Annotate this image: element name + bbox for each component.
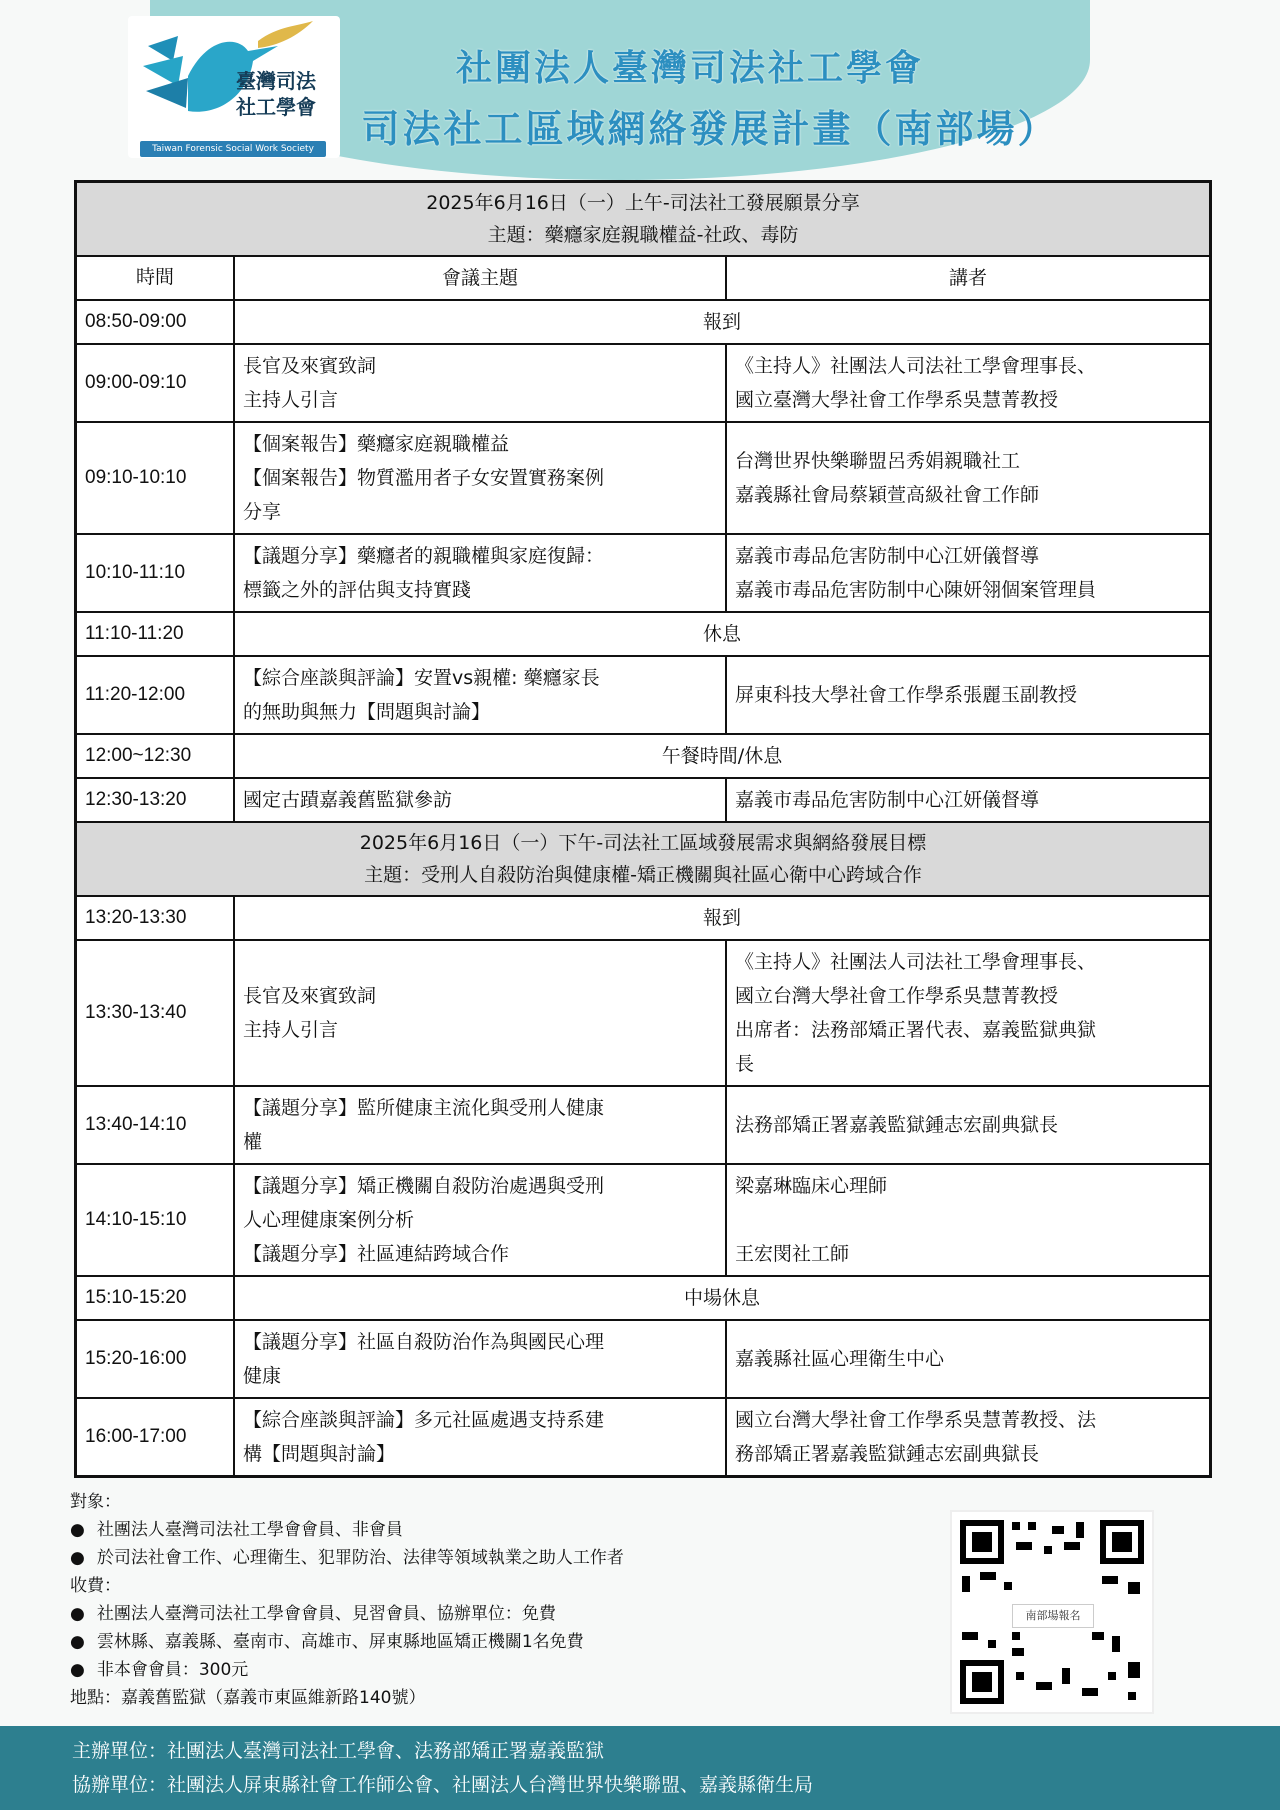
row-time: 13:40-14:10 [76,1086,235,1164]
schedule-row [76,422,1211,534]
row-topic [234,940,726,1086]
logo-english-name: Taiwan Forensic Social Work Society [140,141,326,157]
speaker-line: 《主持人》社團法人司法社工學會理事長、 [735,355,1097,377]
row-full-label: 休息 [234,612,1211,656]
row-speaker [726,344,1211,422]
topic-line: 國定古蹟嘉義舊監獄參訪 [243,789,453,811]
row-topic [234,344,726,422]
row-time: 08:50-09:00 [76,300,235,344]
row-speaker [726,1086,1211,1164]
event-info [70,1488,624,1712]
row-speaker [726,422,1211,534]
speaker-line: 國立台灣大學社會工作學系吳慧菁教授、法 [735,1409,1097,1431]
topic-line: 分享 [243,501,282,523]
schedule-row [76,344,1211,422]
speaker-line: 《主持人》社團法人司法社工學會理事長、 [735,951,1097,973]
speaker-line: 王宏閔社工師 [735,1243,850,1265]
topic-line: 【議題分享】監所健康主流化與受刑人健康 [243,1097,605,1119]
morning-section-header [76,182,1211,257]
organizer: 主辦單位：社團法人臺灣司法社工學會、法務部矯正署嘉義監獄 [72,1740,605,1762]
speaker-line: 國立台灣大學社會工作學系吳慧菁教授 [735,985,1059,1007]
schedule-row [76,1086,1211,1164]
column-header-speaker: 講者 [726,256,1211,300]
row-time: 12:30-13:20 [76,778,235,822]
fee-item: ● 非本會會員：300元 [70,1656,624,1684]
speaker-line: 梁嘉琳臨床心理師 [735,1175,888,1197]
row-topic [234,534,726,612]
row-topic [234,1320,726,1398]
row-time: 13:20-13:30 [76,896,235,940]
row-topic [234,422,726,534]
topic-line: 主持人引言 [243,1019,339,1041]
afternoon-section-cell [76,822,1211,896]
row-speaker [726,940,1211,1086]
schedule-row [76,300,1211,344]
speaker-line: 嘉義縣社會局蔡穎萱高級社會工作師 [735,484,1040,506]
topic-line: 權 [243,1131,263,1153]
target-item: ● 於司法社會工作、心理衛生、犯罪防治、法律等領域執業之助人工作者 [70,1544,624,1572]
speaker-line: 屏東科技大學社會工作學系張麗玉副教授 [735,684,1078,706]
topic-line: 長官及來賓致詞 [243,355,377,377]
fee-item: ● 雲林縣、嘉義縣、臺南市、高雄市、屏東縣地區矯正機關1名免費 [70,1628,624,1656]
topic-line: 的無助與無力【問題與討論】 [243,701,491,723]
schedule-table [74,180,1212,1478]
topic-line: 【議題分享】藥癮者的親職權與家庭復歸： [243,545,605,567]
target-item: ● 社團法人臺灣司法社工學會會員、非會員 [70,1516,624,1544]
schedule-row [76,1398,1211,1477]
column-header-topic: 會議主題 [234,256,726,300]
topic-line: 長官及來賓致詞 [243,985,377,1007]
schedule-row [76,734,1211,778]
row-time: 11:10-11:20 [76,612,235,656]
row-time: 11:20-12:00 [76,656,235,734]
speaker-line: 出席者：法務部矯正署代表、嘉義監獄典獄 [735,1019,1097,1041]
row-time: 13:30-13:40 [76,940,235,1086]
speaker-line: 嘉義市毒品危害防制中心江妍儀督導 [735,789,1040,811]
row-topic [234,778,726,822]
row-time: 15:20-16:00 [76,1320,235,1398]
row-full-label: 報到 [234,896,1211,940]
fee-label: 收費： [70,1576,121,1596]
topic-line: 人心理健康案例分析 [243,1209,415,1231]
logo-chinese-name [236,68,316,120]
row-topic [234,656,726,734]
row-full-label: 午餐時間/休息 [234,734,1211,778]
row-speaker [726,656,1211,734]
topic-line: 【個案報告】物質濫用者子女安置實務案例 [243,467,605,489]
morning-theme: 主題：藥癮家庭親職權益-社政、毒防 [487,224,799,246]
row-topic [234,1398,726,1477]
location: 地點：嘉義舊監獄（嘉義市東區維新路140號） [70,1688,426,1708]
schedule-row [76,1320,1211,1398]
speaker-line: 嘉義縣社區心理衛生中心 [735,1348,945,1370]
topic-line: 【議題分享】社區自殺防治作為與國民心理 [243,1331,605,1353]
schedule-row [76,612,1211,656]
row-full-label: 報到 [234,300,1211,344]
speaker-line: 台灣世界快樂聯盟呂秀娟親職社工 [735,450,1021,472]
qr-label: 南部場報名 [1012,1604,1094,1628]
topic-line: 構【問題與討論】 [243,1443,396,1465]
co-organizer: 協辦單位：社團法人屏東縣社會工作師公會、社團法人台灣世界快樂聯盟、嘉義縣衛生局 [72,1774,814,1796]
target-label: 對象： [70,1492,121,1512]
schedule-row [76,896,1211,940]
schedule-row [76,940,1211,1086]
topic-line: 【議題分享】社區連結跨域合作 [243,1243,510,1265]
registration-qr-code[interactable] [950,1510,1154,1714]
schedule-row [76,656,1211,734]
topic-line: 健康 [243,1365,282,1387]
row-time: 16:00-17:00 [76,1398,235,1477]
row-time: 15:10-15:20 [76,1276,235,1320]
speaker-line: 嘉義市毒品危害防制中心江妍儀督導 [735,545,1040,567]
logo-line-1: 臺灣司法 [236,69,316,93]
fee-item: ● 社團法人臺灣司法社工學會會員、見習會員、協辦單位：免費 [70,1600,624,1628]
row-time: 10:10-11:10 [76,534,235,612]
row-speaker [726,778,1211,822]
speaker-line [735,1203,1201,1237]
column-header-time: 時間 [76,256,235,300]
row-speaker [726,1398,1211,1477]
row-topic [234,1086,726,1164]
speaker-line: 嘉義市毒品危害防制中心陳妍翎個案管理員 [735,579,1097,601]
project-title: 司法社工區域網絡發展計畫（南部場） [361,106,1059,151]
row-speaker [726,1164,1211,1276]
afternoon-theme: 主題：受刑人自殺防治與健康權-矯正機關與社區心衛中心跨域合作 [364,864,922,886]
topic-line: 【議題分享】矯正機關自殺防治處遇與受刑 [243,1175,605,1197]
org-title: 社團法人臺灣司法社工學會 [455,47,924,89]
logo-line-2: 社工學會 [236,95,316,119]
speaker-line: 法務部矯正署嘉義監獄鍾志宏副典獄長 [735,1114,1059,1136]
topic-line: 【個案報告】藥癮家庭親職權益 [243,433,510,455]
topic-line: 【綜合座談與評論】安置vs親權: 藥癮家長 [243,667,600,689]
morning-title: 2025年6月16日（一）上午-司法社工發展願景分享 [426,192,860,214]
topic-line: 【綜合座談與評論】多元社區處遇支持系建 [243,1409,605,1431]
speaker-line: 務部矯正署嘉義監獄鍾志宏副典獄長 [735,1443,1040,1465]
row-time: 14:10-15:10 [76,1164,235,1276]
afternoon-title: 2025年6月16日（一）下午-司法社工區域發展需求與網絡發展目標 [359,832,927,854]
row-speaker [726,1320,1211,1398]
topic-line: 標籤之外的評估與支持實踐 [243,579,472,601]
speaker-line: 國立臺灣大學社會工作學系吳慧菁教授 [735,389,1059,411]
row-time: 12:00~12:30 [76,734,235,778]
row-full-label: 中場休息 [234,1276,1211,1320]
column-header-row [76,256,1211,300]
row-speaker [726,534,1211,612]
row-topic [234,1164,726,1276]
row-time: 09:10-10:10 [76,422,235,534]
afternoon-section-header [76,822,1211,896]
footer-banner [0,1726,1280,1810]
topic-line: 主持人引言 [243,389,339,411]
schedule-row [76,1164,1211,1276]
schedule-row [76,534,1211,612]
schedule-row [76,1276,1211,1320]
speaker-line: 長 [735,1053,755,1075]
schedule-row [76,778,1211,822]
row-time: 09:00-09:10 [76,344,235,422]
